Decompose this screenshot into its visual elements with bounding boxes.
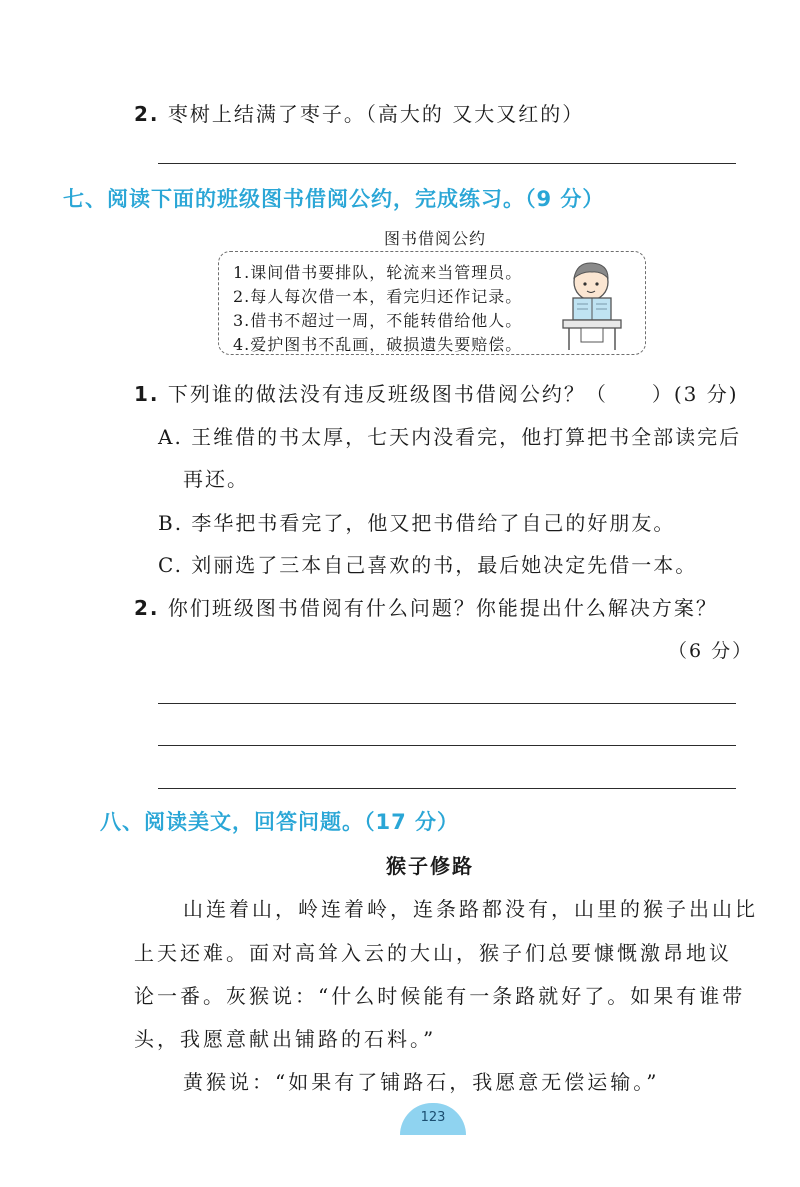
option-c[interactable]: C. 刘丽选了三本自己喜欢的书，最后她决定先借一本。 [158,553,698,577]
rule-item: 1.课间借书要排队，轮流来当管理员。 [233,263,523,282]
option-b[interactable]: B. 李华把书看完了，他又把书借给了自己的好朋友。 [158,511,676,535]
rule-item: 2.每人每次借一本，看完归还作记录。 [233,287,523,306]
question-number: 2. [134,596,160,620]
question-text: 枣树上结满了枣子。（高大的 又大又红的） [167,102,585,126]
passage-line: 论一番。灰猴说：“什么时候能有一条路就好了。如果有谁带 [134,984,746,1008]
question-text: 下列谁的做法没有违反班级图书借阅公约？（ ）(3 分) [167,382,739,406]
rules-box [218,251,646,355]
answer-line[interactable] [158,788,736,789]
option-a[interactable]: A. 王维借的书太厚，七天内没看完，他打算把书全部读完后 [158,425,742,449]
question-number: 1. [134,382,160,406]
question-2-score: （6 分） [668,640,754,662]
question-1 [134,378,739,407]
page-number: 123 [420,1110,446,1125]
answer-line[interactable] [158,163,736,164]
rule-item: 3.借书不超过一周，不能转借给他人。 [233,311,523,330]
option-a-continued: 再还。 [183,467,249,491]
passage-line: 山连着山，岭连着岭，连条路都没有，山里的猴子出山比 [183,897,758,921]
section-7-title: 七、阅读下面的班级图书借阅公约，完成练习。（9 分） [63,187,605,211]
reading-child-illustration [559,260,635,352]
passage-line: 头，我愿意献出铺路的石料。” [134,1027,437,1051]
question-2-previous [134,98,584,127]
question-2 [134,592,718,621]
question-number: 2. [134,102,160,126]
rules-title: 图书借阅公约 [384,229,487,248]
answer-line[interactable] [158,745,736,746]
answer-line[interactable] [158,703,736,704]
passage-title: 猴子修路 [386,854,474,878]
question-text: 你们班级图书借阅有什么问题？你能提出什么解决方案？ [167,596,718,620]
rule-item: 4.爱护图书不乱画，破损遗失要赔偿。 [233,335,523,354]
passage-line: 黄猴说：“如果有了铺路石，我愿意无偿运输。” [183,1070,660,1094]
section-8-title: 八、阅读美文，回答问题。（17 分） [100,810,460,834]
passage-line: 上天还难。面对高耸入云的大山，猴子们总要慷慨激昂地议 [134,941,732,965]
